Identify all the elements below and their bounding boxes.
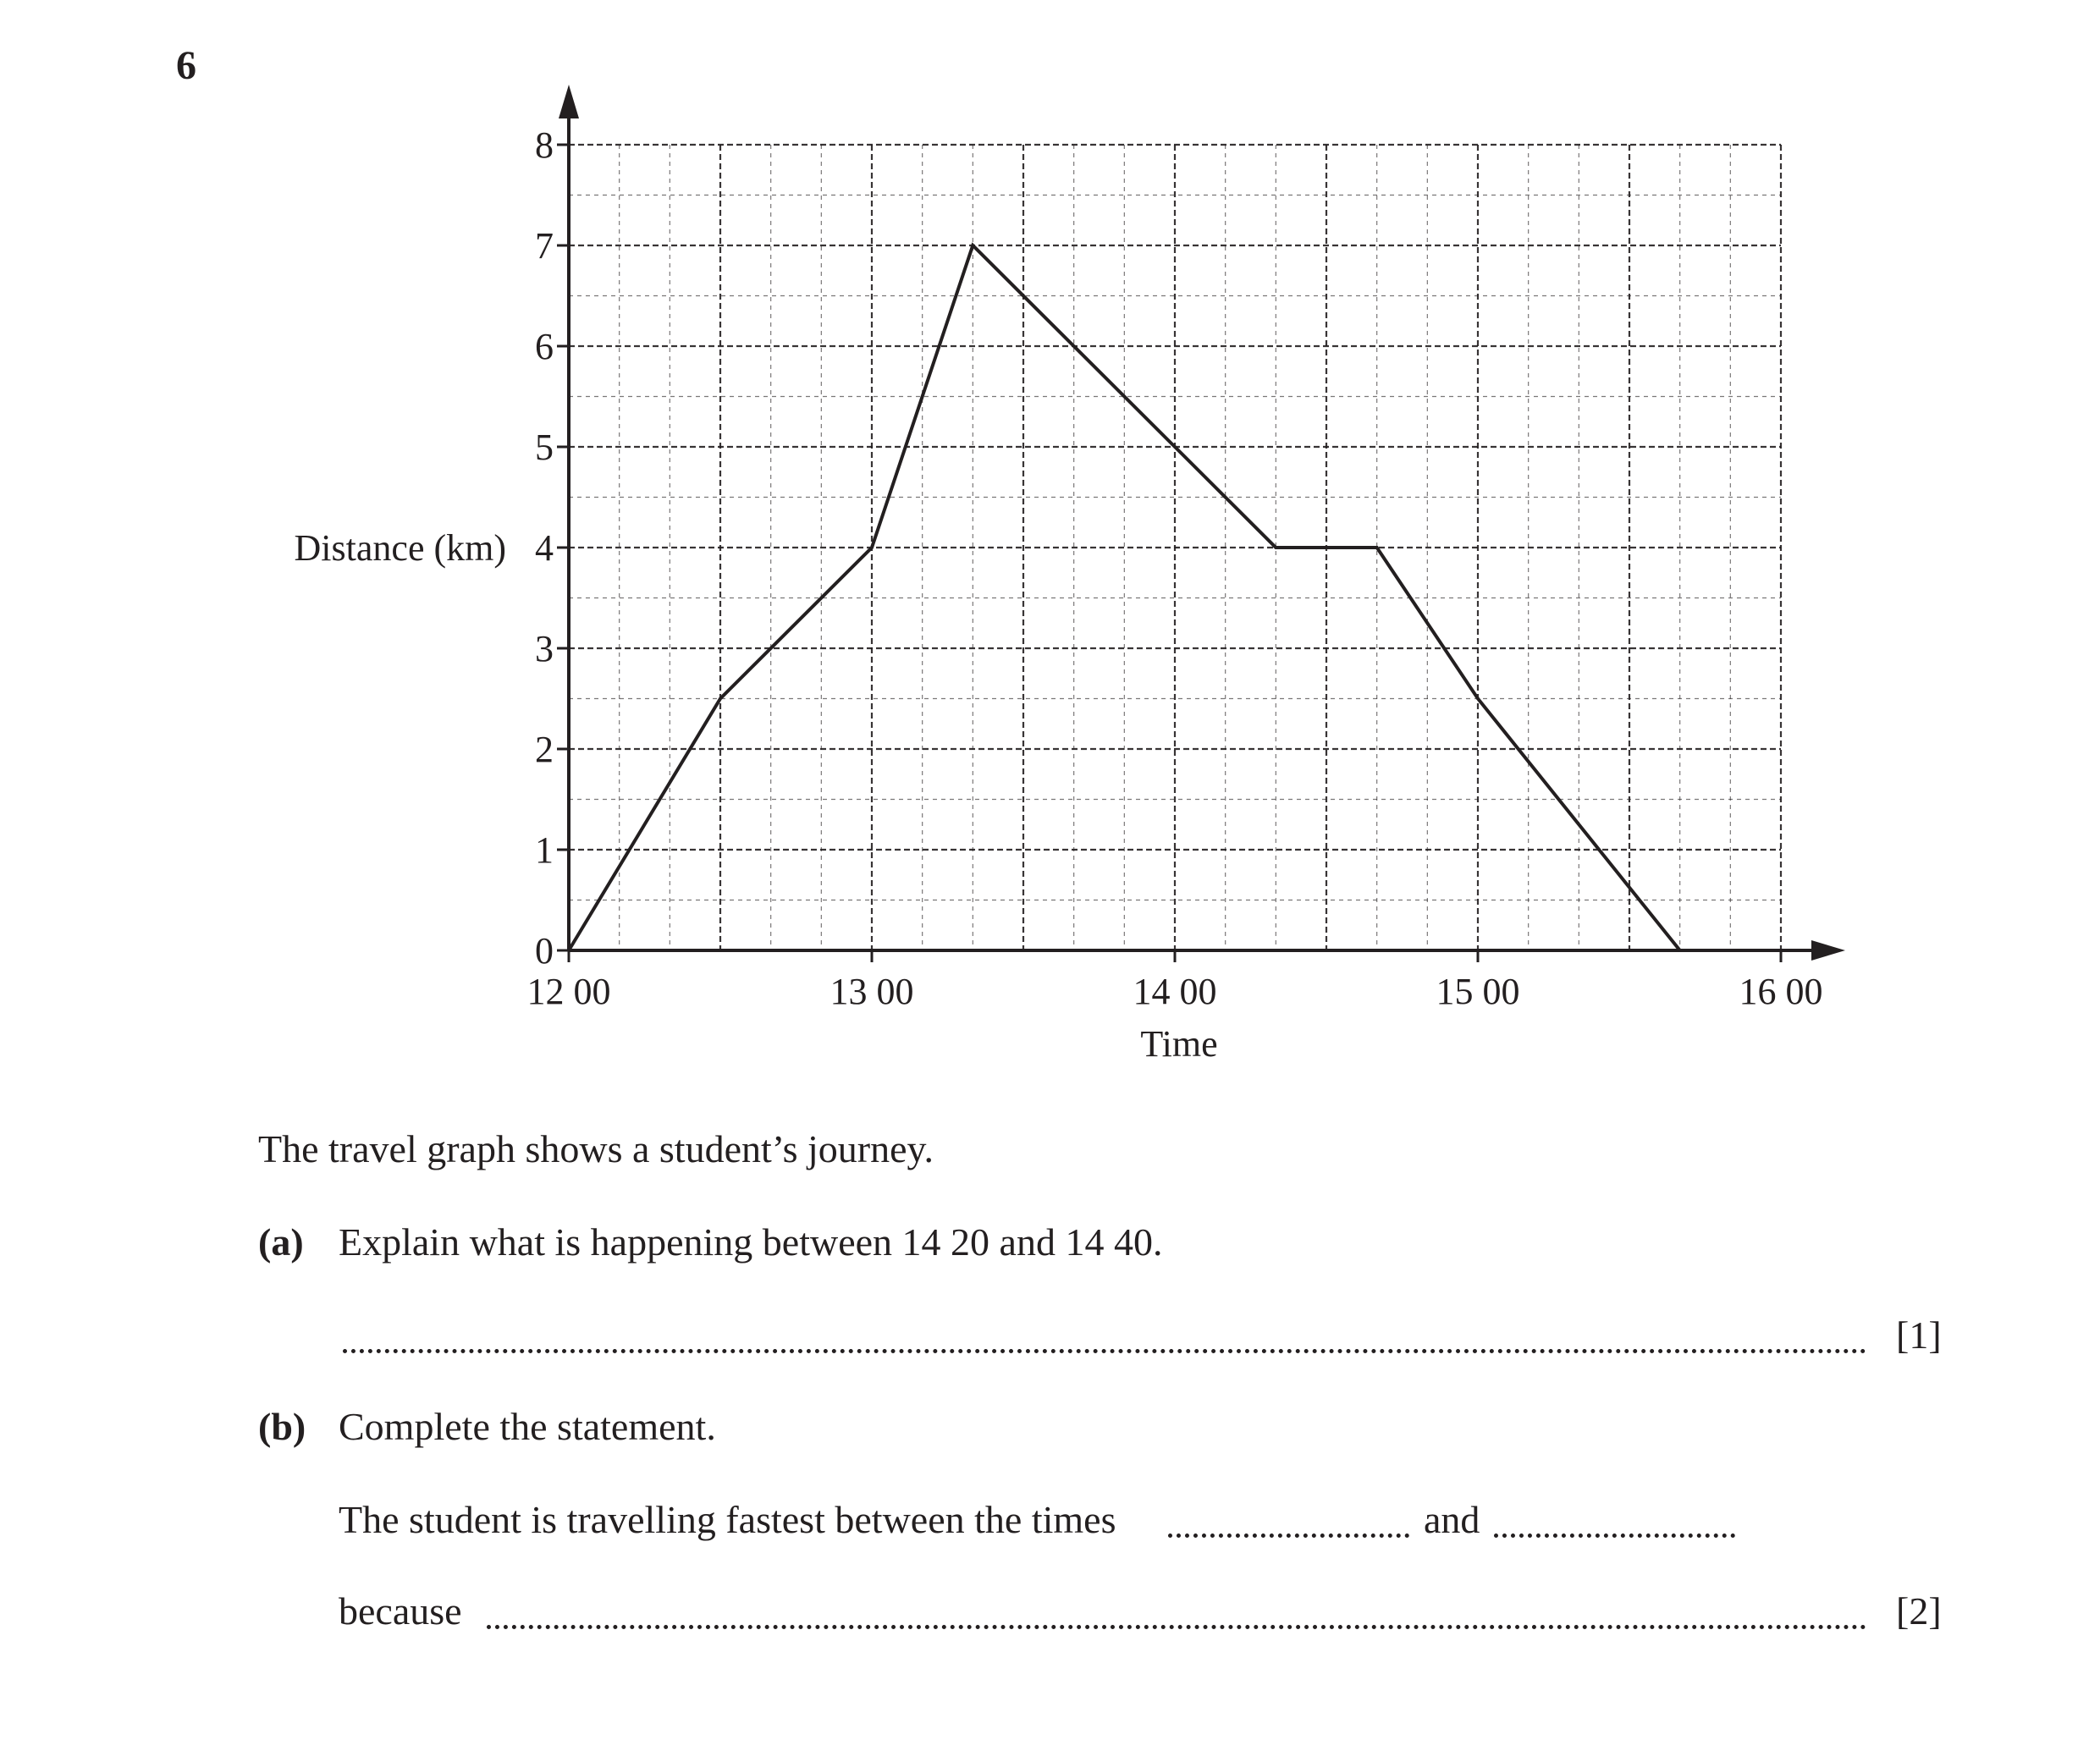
x-tick-label: 16 00: [1739, 971, 1823, 1012]
y-tick-label: 1: [535, 829, 554, 871]
marks-a: [1]: [1896, 1313, 1942, 1357]
answer-time-1[interactable]: [1168, 1534, 1409, 1538]
x-tick-label: 12 00: [526, 971, 611, 1012]
question-number: 6: [176, 43, 196, 88]
grid-major: [569, 145, 1781, 950]
x-tick-label: 15 00: [1436, 971, 1520, 1012]
y-tick-label: 7: [535, 225, 554, 267]
x-tick-labels: [527, 971, 1823, 1012]
x-axis-arrow: [1811, 940, 1845, 961]
y-axis-label: Distance (km): [294, 527, 506, 569]
y-axis-arrow: [559, 85, 579, 118]
y-tick-label: 2: [535, 729, 554, 770]
y-tick-label: 4: [535, 527, 554, 569]
y-tick-label: 3: [535, 628, 554, 669]
part-a-label: (a): [258, 1220, 304, 1264]
intro-text: The travel graph shows a student’s journey.: [258, 1127, 934, 1170]
y-tick-label: 5: [535, 427, 554, 468]
answer-line-a[interactable]: [343, 1349, 1866, 1353]
part-b-prompt: Complete the statement.: [339, 1405, 716, 1448]
y-tick-label: 0: [535, 930, 554, 972]
statement-before: The student is travelling fastest between the times: [339, 1498, 1116, 1541]
because-label: because: [339, 1589, 462, 1633]
y-tick-label: 8: [535, 124, 554, 166]
part-b-label: (b): [258, 1405, 306, 1448]
y-tick-labels: [535, 124, 554, 972]
x-axis-label: Time: [1140, 1023, 1218, 1065]
x-tick-label: 14 00: [1133, 971, 1217, 1012]
answer-time-2[interactable]: [1494, 1534, 1735, 1538]
axes: [559, 85, 1845, 961]
answer-line-because[interactable]: [487, 1625, 1866, 1629]
marks-b: [2]: [1896, 1589, 1942, 1633]
x-tick-label: 13 00: [830, 971, 914, 1012]
y-tick-label: 6: [535, 326, 554, 367]
statement-and: and: [1424, 1498, 1480, 1541]
part-a-prompt: Explain what is happening between 14 20 and 14 40.: [339, 1220, 1163, 1264]
ticks: [557, 145, 1781, 962]
